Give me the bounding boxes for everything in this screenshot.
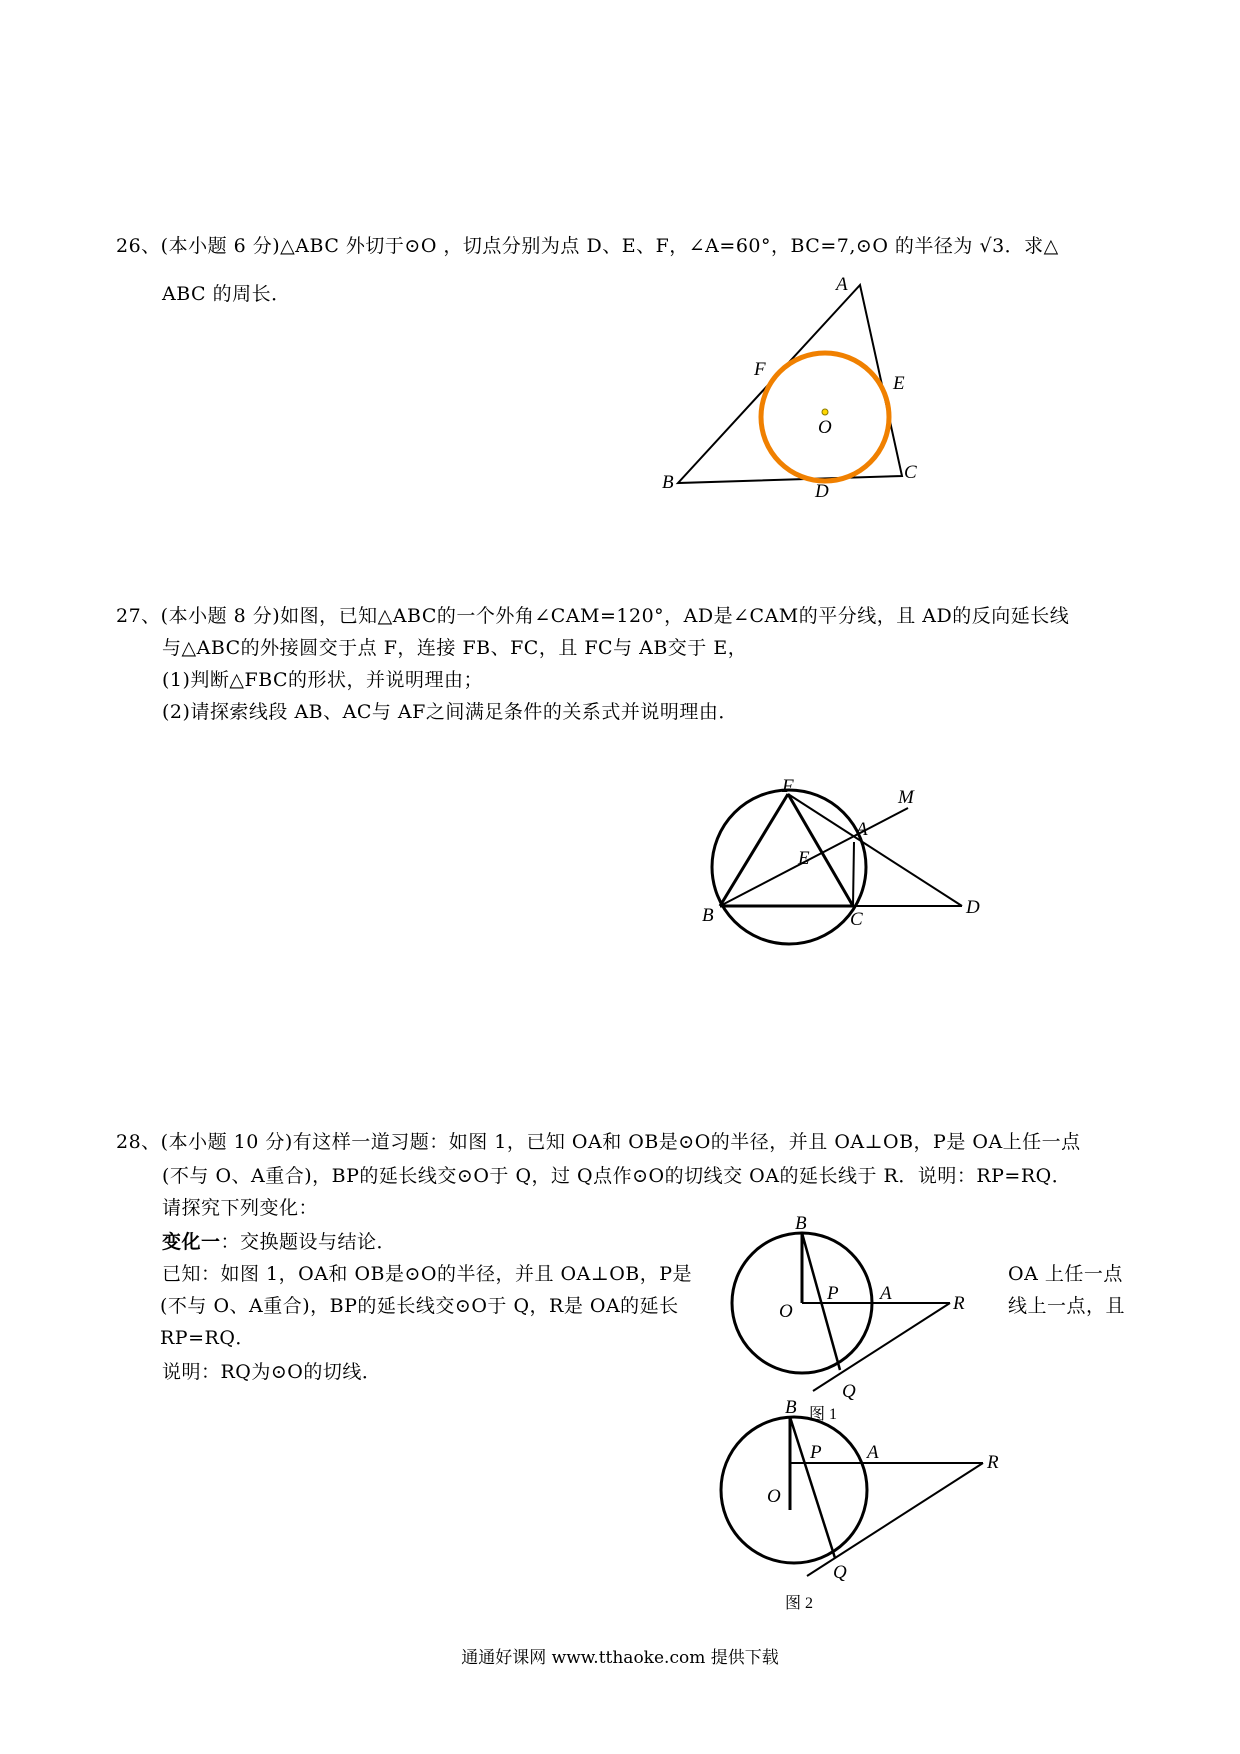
center-point <box>822 409 828 415</box>
label-F: F <box>754 359 766 380</box>
label-A: A <box>867 1442 879 1463</box>
circle-o <box>721 1417 867 1563</box>
label-R: R <box>953 1293 965 1314</box>
label-A: A <box>856 819 868 840</box>
q28-variant <box>162 1230 396 1254</box>
q28-figure2 <box>705 1397 1005 1612</box>
variant-rest: ：交换题设与结论． <box>220 1231 397 1253</box>
label-P: P <box>810 1442 822 1463</box>
q27-figure <box>690 776 990 960</box>
triangle-abc <box>678 285 902 483</box>
q28-given-line2-right: 线上一点，且 <box>1008 1295 1126 1317</box>
q28-given-line1-right: OA 上任一点 <box>1008 1263 1123 1285</box>
q28-given-line4: 说明：RQ为⊙O的切线． <box>162 1361 382 1383</box>
q27-line2: 与△ABC的外接圆交于点 F，连接 FB、FC，且 FC与 AB交于 E， <box>162 637 748 659</box>
label-Q: Q <box>842 1381 856 1402</box>
q28-line2: (不与 O、A重合)，BP的延长线交⊙O于 Q，过 Q点作⊙O的切线交 OA的延长线于 R．说明：RP=RQ． <box>162 1165 1072 1187</box>
label-O: O <box>767 1486 781 1507</box>
label-M: M <box>898 787 914 808</box>
page-footer: 通通好课网 www.tthaoke.com 提供下载 <box>461 1648 779 1668</box>
label-C: C <box>850 909 863 930</box>
q28-figure1 <box>715 1213 995 1423</box>
label-Q: Q <box>833 1562 847 1583</box>
label-B: B <box>662 472 674 493</box>
q27-line3: (1)判断△FBC的形状，并说明理由； <box>162 669 484 691</box>
label-B: B <box>795 1213 807 1234</box>
q28-given-line1-left: 已知：如图 1，OA和 OB是⊙O的半径，并且 OA⊥OB，P是 <box>162 1263 693 1285</box>
label-E: E <box>798 848 810 869</box>
q26-figure <box>650 270 917 510</box>
caption-1: 图 1 <box>809 1406 838 1423</box>
label-C: C <box>904 462 917 483</box>
label-D: D <box>966 897 980 918</box>
q28-line1: 28、(本小题 10 分)有这样一道习题：如图 1，已知 OA和 OB是⊙O的半径，并且 OA⊥OB，P是 OA上任一点 <box>116 1131 1081 1153</box>
q27-line4: (2)请探索线段 AB、AC与 AF之间满足条件的关系式并说明理由． <box>162 701 738 723</box>
q28-given-line3: RP=RQ． <box>160 1327 255 1349</box>
label-O: O <box>818 417 832 438</box>
q28-given-line2-left: (不与 O、A重合)，BP的延长线交⊙O于 Q，R是 OA的延长 <box>160 1295 679 1317</box>
label-E: E <box>893 373 905 394</box>
label-B: B <box>785 1397 797 1418</box>
label-P: P <box>827 1283 839 1304</box>
q27-line1: 27、(本小题 8 分)如图，已知△ABC的一个外角∠CAM=120°，AD是∠CAM的平分线，且 AD的反向延长线 <box>116 605 1070 627</box>
label-A: A <box>880 1283 892 1304</box>
label-R: R <box>987 1452 999 1473</box>
variant-title: 变化一 <box>162 1231 221 1253</box>
circumcircle <box>712 790 866 944</box>
q26-line1: 26、(本小题 6 分)△ABC 外切于⊙O ，切点分别为点 D、E、F，∠A=60°，BC=7,⊙O 的半径为 √3．求△ <box>116 235 1059 257</box>
label-F: F <box>782 776 794 797</box>
label-D: D <box>815 481 829 502</box>
label-O: O <box>779 1301 793 1322</box>
q28-line3: 请探究下列变化： <box>162 1197 319 1219</box>
q26-line2: ABC 的周长． <box>162 283 291 305</box>
label-A: A <box>836 274 848 295</box>
caption-2: 图 2 <box>785 1595 814 1612</box>
label-B: B <box>702 905 714 926</box>
